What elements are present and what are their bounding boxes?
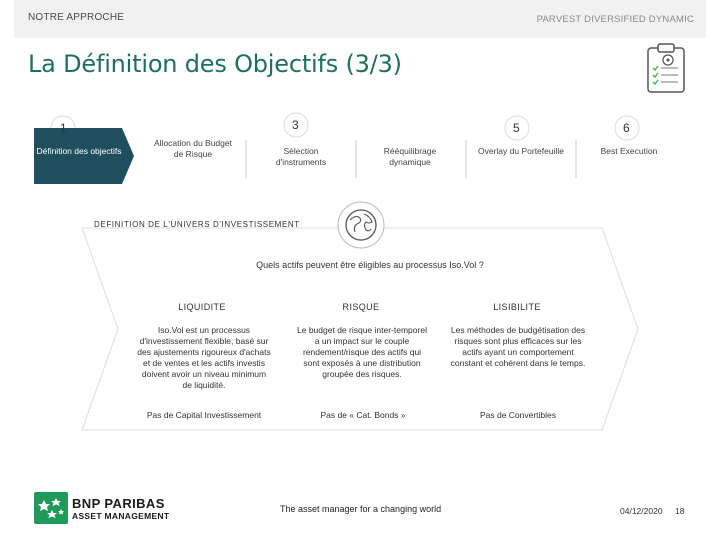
step-4-label: Rééquilibrage dynamique [383, 146, 437, 167]
universe-heading: DEFINITION DE L'UNIVERS D'INVESTISSEMENT [94, 220, 300, 229]
step-5-number: 5 [513, 121, 520, 135]
step-6-number: 6 [623, 121, 630, 135]
globe-icon [336, 200, 386, 250]
page-title: La Définition des Objectifs (3/3) [28, 50, 402, 78]
tagline: The asset manager for a changing world [280, 504, 442, 514]
slide-date: 04/12/2020 [620, 506, 663, 516]
brand-name: BNP PARIBAS [72, 496, 165, 511]
section-label: NOTRE APPROCHE [28, 12, 125, 23]
step-3-label: Sélection d'instruments [275, 146, 327, 167]
column-body-risque: Le budget de risque inter-temporel a un impact sur le couple rendement/risque des actifs qui sont exposés à une distribution groupée des risques. [297, 325, 427, 380]
column-footnote-lisibilite: Pas de Convertibles [479, 410, 557, 420]
step-1-label: Définition des objectifs [36, 146, 122, 156]
page-number: 18 [675, 506, 685, 516]
fund-name: PARVEST DIVERSIFIED DYNAMIC [536, 14, 694, 25]
column-footnote-risque: Pas de « Cat. Bonds » [320, 410, 406, 420]
step-5-label: Overlay du Portefeuille [478, 146, 564, 156]
column-heading-liquidite: LIQUIDITE [178, 302, 226, 312]
brand-subtitle: ASSET MANAGEMENT [72, 511, 170, 521]
step-6-label: Best Execution [600, 146, 658, 156]
column-heading-lisibilite: LISIBILITE [493, 302, 541, 312]
column-heading-risque: RISQUE [342, 302, 380, 312]
bnp-stars-logo[interactable] [34, 492, 68, 524]
column-footnote-liquidite: Pas de Capital Investissement [146, 410, 262, 420]
column-body-liquidite: Iso.Vol est un processus d'investissement flexible, basé sur des ajustements rigoureux d'achats et de ventes et les actifs investis doivent avoir un niveau minimum de liquidité. [137, 325, 271, 391]
universe-question: Quels actifs peuvent être éligibles au processus Iso.Vol ? [256, 260, 484, 270]
step-1-number: 1 [60, 121, 67, 135]
step-2-label: Allocation du Budget de Risque [154, 138, 232, 159]
column-body-lisibilite: Les méthodes de budgétisation des risques sont plus efficaces sur les actifs ayant un comportement constant et cohérent dans le temps. [450, 325, 586, 369]
step-3-number: 3 [292, 118, 299, 132]
